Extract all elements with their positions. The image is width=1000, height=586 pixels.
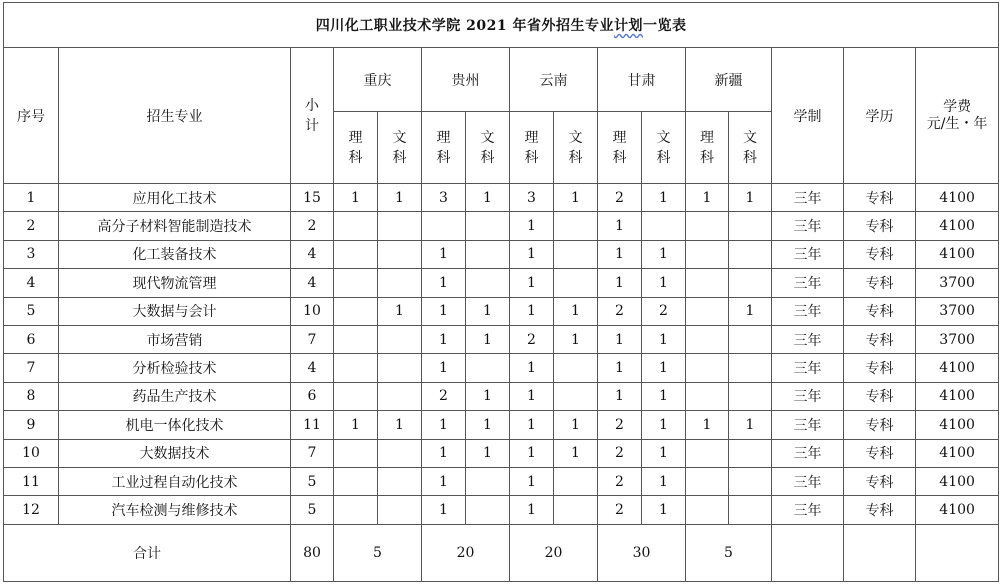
row-major: 应用化工技术 (59, 184, 291, 212)
row-count-cell: 2 (510, 325, 554, 353)
row-count-cell (466, 212, 510, 240)
table-row (4, 184, 999, 212)
row-count-cell: 1 (422, 297, 466, 325)
row-count-cell: 1 (510, 297, 554, 325)
row-count-cell (686, 354, 729, 382)
row-count-cell: 1 (378, 411, 422, 439)
row-count-cell (729, 325, 772, 353)
row-count-cell: 1 (598, 212, 642, 240)
row-count-cell (334, 297, 378, 325)
row-major: 机电一体化技术 (59, 411, 291, 439)
row-count-cell: 1 (598, 354, 642, 382)
row-count-cell (686, 496, 729, 524)
row-count-cell: 1 (422, 439, 466, 467)
row-duration: 三年 (772, 411, 844, 439)
header-province-guizhou: 贵州 (422, 48, 510, 112)
row-count-cell (686, 439, 729, 467)
row-count-cell (466, 354, 510, 382)
total-chongqing: 5 (334, 524, 422, 581)
table-row (4, 354, 999, 382)
header-arts: 文 科 (554, 112, 598, 184)
row-major: 化工装备技术 (59, 240, 291, 268)
row-count-cell (729, 269, 772, 297)
row-count-cell: 1 (510, 212, 554, 240)
row-count-cell (334, 269, 378, 297)
title-underlined-text: 计划 (613, 18, 643, 34)
row-degree: 专科 (844, 382, 916, 410)
row-count-cell: 1 (642, 496, 686, 524)
row-count-cell: 1 (642, 411, 686, 439)
row-count-cell (686, 212, 729, 240)
total-gansu: 30 (598, 524, 686, 581)
title-suffix-text: 一览表 (642, 18, 687, 34)
row-subtotal: 7 (291, 325, 334, 353)
row-count-cell: 1 (642, 354, 686, 382)
row-count-cell: 1 (510, 439, 554, 467)
row-subtotal: 15 (291, 184, 334, 212)
row-fee: 4100 (916, 212, 999, 240)
row-count-cell (378, 212, 422, 240)
header-province-chongqing: 重庆 (334, 48, 422, 112)
row-count-cell: 1 (466, 325, 510, 353)
header-province-gansu: 甘肃 (598, 48, 686, 112)
row-count-cell: 1 (510, 269, 554, 297)
row-count-cell: 2 (598, 496, 642, 524)
row-degree: 专科 (844, 496, 916, 524)
header-major: 招生专业 (59, 48, 291, 184)
row-degree: 专科 (844, 297, 916, 325)
row-count-cell (466, 269, 510, 297)
row-count-cell: 1 (642, 269, 686, 297)
row-count-cell (554, 496, 598, 524)
header-arts: 文 科 (729, 112, 772, 184)
row-count-cell (334, 325, 378, 353)
total-duration-empty (772, 524, 844, 581)
row-count-cell: 1 (422, 269, 466, 297)
row-count-cell: 1 (334, 184, 378, 212)
header-duration: 学制 (772, 48, 844, 184)
row-count-cell: 1 (510, 467, 554, 495)
row-degree: 专科 (844, 467, 916, 495)
row-count-cell (378, 269, 422, 297)
row-number: 8 (4, 382, 59, 410)
row-count-cell (466, 240, 510, 268)
row-degree: 专科 (844, 439, 916, 467)
row-number: 3 (4, 240, 59, 268)
row-count-cell: 1 (510, 382, 554, 410)
header-province-xinjiang: 新疆 (686, 48, 772, 112)
row-count-cell: 1 (510, 496, 554, 524)
row-number: 1 (4, 184, 59, 212)
row-count-cell (334, 496, 378, 524)
header-arts: 文 科 (378, 112, 422, 184)
table-row (4, 439, 999, 467)
row-subtotal: 7 (291, 439, 334, 467)
row-degree: 专科 (844, 212, 916, 240)
row-count-cell (729, 467, 772, 495)
row-count-cell: 1 (554, 184, 598, 212)
row-number: 9 (4, 411, 59, 439)
row-count-cell: 1 (554, 439, 598, 467)
row-number: 5 (4, 297, 59, 325)
row-count-cell (378, 439, 422, 467)
row-count-cell: 1 (729, 411, 772, 439)
table-row (4, 212, 999, 240)
row-subtotal: 4 (291, 240, 334, 268)
row-count-cell: 1 (554, 411, 598, 439)
header-science: 理 科 (686, 112, 729, 184)
header-science: 理 科 (334, 112, 378, 184)
row-count-cell: 1 (466, 297, 510, 325)
row-count-cell (686, 240, 729, 268)
row-duration: 三年 (772, 212, 844, 240)
row-count-cell: 1 (686, 411, 729, 439)
row-count-cell: 1 (686, 184, 729, 212)
row-count-cell: 1 (554, 325, 598, 353)
total-row (4, 524, 999, 581)
row-count-cell (334, 240, 378, 268)
total-subtotal: 80 (291, 524, 334, 581)
header-fee: 学费 元/生・年 (916, 48, 999, 184)
row-subtotal: 4 (291, 354, 334, 382)
row-subtotal: 6 (291, 382, 334, 410)
row-count-cell (378, 382, 422, 410)
row-number: 11 (4, 467, 59, 495)
row-major: 分析检验技术 (59, 354, 291, 382)
row-duration: 三年 (772, 325, 844, 353)
row-count-cell (554, 382, 598, 410)
row-count-cell: 2 (422, 382, 466, 410)
row-count-cell (466, 496, 510, 524)
row-number: 6 (4, 325, 59, 353)
row-duration: 三年 (772, 269, 844, 297)
row-subtotal: 5 (291, 496, 334, 524)
row-count-cell: 2 (598, 411, 642, 439)
row-count-cell: 2 (598, 439, 642, 467)
row-fee: 4100 (916, 382, 999, 410)
row-count-cell: 1 (598, 269, 642, 297)
row-count-cell: 1 (510, 240, 554, 268)
table-body (4, 184, 999, 525)
enrollment-plan-table (3, 2, 999, 582)
row-count-cell (466, 467, 510, 495)
row-major: 大数据技术 (59, 439, 291, 467)
row-count-cell (729, 354, 772, 382)
row-count-cell (686, 269, 729, 297)
row-duration: 三年 (772, 382, 844, 410)
total-yunnan: 20 (510, 524, 598, 581)
row-count-cell: 3 (510, 184, 554, 212)
row-count-cell: 1 (422, 240, 466, 268)
table-title (4, 3, 999, 48)
row-count-cell: 1 (642, 439, 686, 467)
row-fee: 3700 (916, 297, 999, 325)
row-count-cell (642, 212, 686, 240)
header-science: 理 科 (598, 112, 642, 184)
table-row (4, 411, 999, 439)
row-major: 药品生产技术 (59, 382, 291, 410)
row-major: 现代物流管理 (59, 269, 291, 297)
row-count-cell: 1 (642, 240, 686, 268)
row-count-cell: 1 (642, 382, 686, 410)
header-arts: 文 科 (466, 112, 510, 184)
row-count-cell (334, 439, 378, 467)
row-count-cell (334, 354, 378, 382)
row-duration: 三年 (772, 240, 844, 268)
row-count-cell: 1 (466, 184, 510, 212)
table-row (4, 382, 999, 410)
row-duration: 三年 (772, 297, 844, 325)
row-fee: 4100 (916, 467, 999, 495)
row-count-cell (686, 382, 729, 410)
row-count-cell (554, 240, 598, 268)
row-major: 汽车检测与维修技术 (59, 496, 291, 524)
row-number: 2 (4, 212, 59, 240)
row-count-cell: 1 (642, 467, 686, 495)
title-text: 四川化工职业技术学院 2021 年省外招生专业 (315, 18, 614, 34)
row-count-cell (378, 354, 422, 382)
header-seq: 序号 (4, 48, 59, 184)
row-count-cell: 1 (422, 354, 466, 382)
row-count-cell (554, 269, 598, 297)
row-count-cell (378, 325, 422, 353)
row-degree: 专科 (844, 269, 916, 297)
row-count-cell (686, 297, 729, 325)
row-count-cell: 1 (729, 184, 772, 212)
row-count-cell (334, 467, 378, 495)
row-fee: 3700 (916, 269, 999, 297)
row-count-cell: 3 (422, 184, 466, 212)
row-count-cell (378, 467, 422, 495)
total-label: 合计 (4, 524, 291, 581)
row-count-cell (554, 212, 598, 240)
row-subtotal: 4 (291, 269, 334, 297)
row-subtotal: 2 (291, 212, 334, 240)
row-count-cell (334, 212, 378, 240)
row-count-cell: 1 (642, 184, 686, 212)
row-count-cell: 1 (598, 325, 642, 353)
row-fee: 4100 (916, 439, 999, 467)
row-count-cell: 1 (598, 240, 642, 268)
row-duration: 三年 (772, 439, 844, 467)
row-count-cell: 2 (598, 467, 642, 495)
row-fee: 3700 (916, 325, 999, 353)
header-province-yunnan: 云南 (510, 48, 598, 112)
row-count-cell (378, 496, 422, 524)
row-fee: 4100 (916, 240, 999, 268)
table-row (4, 297, 999, 325)
row-number: 12 (4, 496, 59, 524)
table-row (4, 325, 999, 353)
row-count-cell (554, 354, 598, 382)
row-count-cell: 1 (378, 297, 422, 325)
row-count-cell (729, 240, 772, 268)
row-number: 10 (4, 439, 59, 467)
row-count-cell: 1 (422, 467, 466, 495)
row-subtotal: 5 (291, 467, 334, 495)
row-subtotal: 10 (291, 297, 334, 325)
row-fee: 4100 (916, 411, 999, 439)
row-count-cell: 1 (466, 439, 510, 467)
row-subtotal: 11 (291, 411, 334, 439)
row-fee: 4100 (916, 354, 999, 382)
header-subtotal: 小 计 (291, 48, 334, 184)
row-duration: 三年 (772, 354, 844, 382)
row-count-cell (729, 496, 772, 524)
row-count-cell: 1 (729, 297, 772, 325)
total-fee-empty (916, 524, 999, 581)
header-degree: 学历 (844, 48, 916, 184)
row-count-cell: 2 (598, 184, 642, 212)
row-degree: 专科 (844, 184, 916, 212)
row-count-cell: 1 (334, 411, 378, 439)
row-count-cell: 1 (422, 411, 466, 439)
row-count-cell: 1 (554, 297, 598, 325)
row-degree: 专科 (844, 325, 916, 353)
row-count-cell: 1 (378, 184, 422, 212)
row-count-cell (378, 240, 422, 268)
table-row (4, 240, 999, 268)
row-count-cell (422, 212, 466, 240)
table-row (4, 496, 999, 524)
total-xinjiang: 5 (686, 524, 772, 581)
row-count-cell: 2 (642, 297, 686, 325)
row-count-cell (334, 382, 378, 410)
row-count-cell: 1 (598, 382, 642, 410)
table-row (4, 269, 999, 297)
row-number: 7 (4, 354, 59, 382)
row-count-cell: 1 (422, 325, 466, 353)
row-count-cell: 1 (422, 496, 466, 524)
row-major: 高分子材料智能制造技术 (59, 212, 291, 240)
row-count-cell: 2 (598, 297, 642, 325)
row-count-cell: 1 (466, 411, 510, 439)
header-science: 理 科 (510, 112, 554, 184)
row-duration: 三年 (772, 496, 844, 524)
row-degree: 专科 (844, 240, 916, 268)
total-degree-empty (844, 524, 916, 581)
row-major: 工业过程自动化技术 (59, 467, 291, 495)
row-count-cell (686, 325, 729, 353)
header-science: 理 科 (422, 112, 466, 184)
total-guizhou: 20 (422, 524, 510, 581)
row-count-cell (554, 467, 598, 495)
row-count-cell: 1 (466, 382, 510, 410)
row-count-cell (729, 439, 772, 467)
row-major: 市场营销 (59, 325, 291, 353)
row-degree: 专科 (844, 354, 916, 382)
row-number: 4 (4, 269, 59, 297)
row-duration: 三年 (772, 184, 844, 212)
row-count-cell (729, 212, 772, 240)
row-major: 大数据与会计 (59, 297, 291, 325)
row-count-cell (686, 467, 729, 495)
row-count-cell (729, 382, 772, 410)
row-degree: 专科 (844, 411, 916, 439)
header-arts: 文 科 (642, 112, 686, 184)
row-duration: 三年 (772, 467, 844, 495)
row-fee: 4100 (916, 496, 999, 524)
row-count-cell: 1 (510, 354, 554, 382)
table-row (4, 467, 999, 495)
row-count-cell: 1 (510, 411, 554, 439)
row-fee: 4100 (916, 184, 999, 212)
row-count-cell: 1 (642, 325, 686, 353)
